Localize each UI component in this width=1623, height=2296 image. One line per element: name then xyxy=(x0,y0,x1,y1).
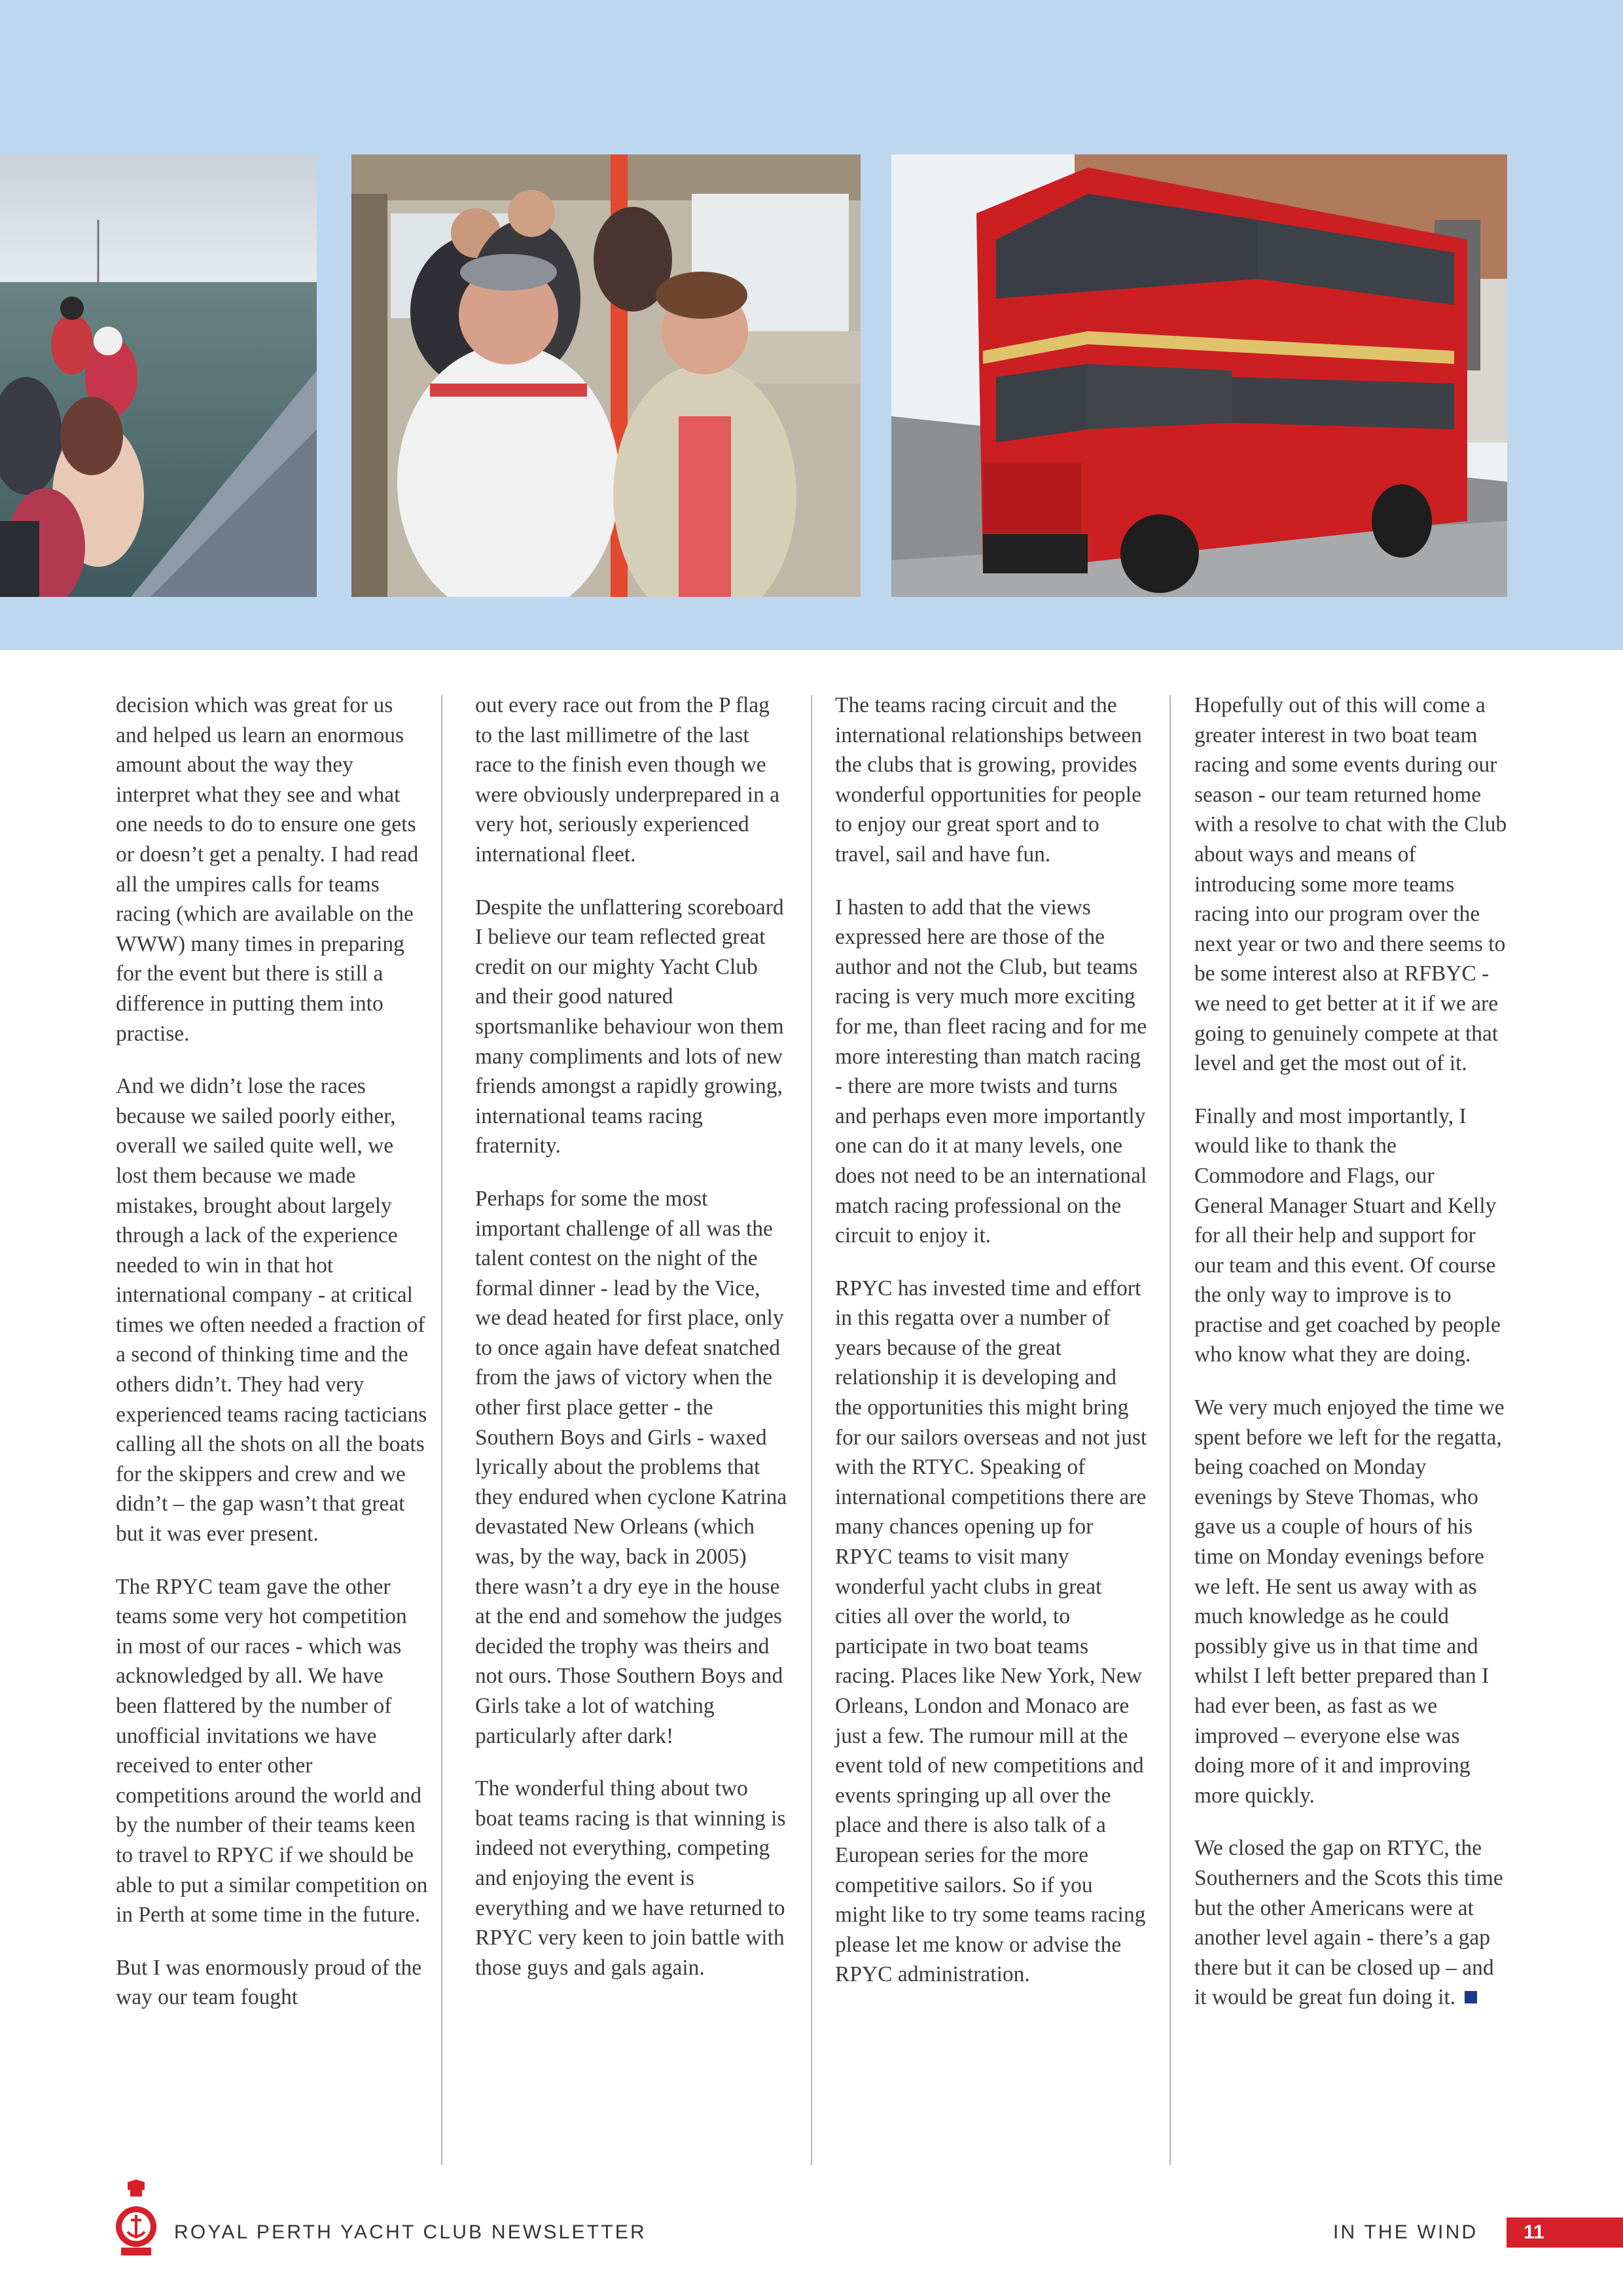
club-crest-logo xyxy=(115,2179,158,2262)
paragraph: decision which was great for us and helped us learn an enormous amount about the way they interpret what they see and what one needs to do to ensure one gets or doesn’t get a penalty. I had read all the umpires calls for teams racing (which are available on the WWW) many times in preparing for the event but there is still a difference in putting them into practise. xyxy=(116,693,419,1046)
paragraph: Perhaps for some the most important challenge of all was the talent contest on the night of the formal dinner - lead by the Vice, we dead heated for first place, only to once again have defeat snatched from the jaws of victory when the other first place getter - the Southern Boys and Girls - waxed lyrically about the problems that they endured when cyclone Katrina devastated New Orleans (which was, by the way, back in 2005) there wasn’t a dry eye in the house at the end and somehow the judges decided the trophy was theirs and not ours. Those Southern Boys and Girls take a lot of watching particularly after dark! xyxy=(475,1186,787,1748)
paragraph-text: We closed the gap on RTYC, the Southerners and the Scots this time but the other Americans were at another level again - there’s a gap there but it can be closed up – and it would be great fun doing it. xyxy=(1194,1836,1503,2010)
photo-sailors-on-boat xyxy=(0,154,317,597)
paragraph: Hopefully out of this will come a greater interest in two boat team racing and some events during our season - our team returned home with a resolve to chat with the Club about ways and means of introducing some more teams racing into our program over the next year or two and there seems to be some interest also at RFBYC - we need to get better at it if we are going to genuinely compete at that level and get the most out of it. xyxy=(1194,693,1507,1076)
text-column-4 xyxy=(1194,691,1507,2036)
paragraph: And we didn’t lose the races because we sailed poorly either, overall we sailed quite well, we lost them because we made mistakes, brought about largely through a lack of the experience needed to win in that hot international company - at critical times we often needed a fraction of a second of thinking time and the others didn’t. They had very experienced teams racing tacticians calling all the shots on all the boats for the skippers and crew and we didn’t – the gap wasn’t that great but it was ever present. xyxy=(116,1074,427,1547)
text-column-1 xyxy=(116,691,429,2036)
paragraph: The teams racing circuit and the international relationships between the clubs that is growing, provides wonderful opportunities for people to enjoy our great sport and to travel, sail and have fun. xyxy=(835,693,1142,867)
paragraph: The wonderful thing about two boat teams racing is that winning is indeed not everything, competing and enjoying the event is everything and we have returned to RPYC very keen to join battle with those guys and gals again. xyxy=(475,1776,786,1980)
page-number: 11 xyxy=(1507,2217,1623,2248)
column-divider xyxy=(1169,695,1171,2165)
paragraph: Despite the unflattering scoreboard I believe our team reflected great credit on our mighty Yacht Club and their good natured sportsmanlike behaviour won them many compliments and lots of new friends amongst a rapidly growing, international teams racing fraternity. xyxy=(475,895,784,1158)
text-column-2 xyxy=(475,691,788,2005)
paragraph: out every race out from the P flag to the last millimetre of the last race to the finish even though we were obviously underprepared in a very hot, seriously experienced international fleet. xyxy=(475,693,780,867)
column-divider xyxy=(811,695,812,2165)
photo-red-double-decker-bus xyxy=(891,154,1507,597)
paragraph: Finally and most importantly, I would like to thank the Commodore and Flags, our General Manager Stuart and Kelly for all their help and support for our team and this event. Of course the only way to improve is to practise and get coached by people who know what they are doing. xyxy=(1194,1103,1501,1367)
section-name: IN THE WIND xyxy=(1333,2221,1478,2243)
paragraph: The RPYC team gave the other teams some very hot competition in most of our races - which was acknowledged by all. We have been flattered by the number of unofficial invitations we have received to enter other competitions around the world and by the number of their teams keen to travel to RPYC if we should be able to put a similar competition on in Perth at some time in the future. xyxy=(116,1574,428,1928)
paragraph: But I was enormously proud of the way our team fought xyxy=(116,1955,422,2010)
newsletter-title: ROYAL PERTH YACHT CLUB NEWSLETTER xyxy=(174,2221,647,2243)
text-column-3 xyxy=(835,691,1148,2013)
paragraph: We very much enjoyed the time we spent before we left for the regatta, being coached on Monday evenings by Steve Thomas, who gave us a couple of hours of his time on Monday evenings before we left. He sent us away with as much knowledge as he could possibly give us in that time and whilst I left better prepared than I had ever been, as fast as we improved – everyone else was doing more of it and improving more quickly. xyxy=(1194,1395,1505,1808)
paragraph: I hasten to add that the views expressed here are those of the author and not the Club, but teams racing is very much more exciting for me, than fleet racing and for me more interesting than match racing - there are more twists and turns and perhaps even more importantly one can do it at many levels, one does not need to be an international match racing professional on the circuit to enjoy it. xyxy=(835,895,1147,1248)
paragraph: RPYC has invested time and effort in this regatta over a number of years because of the great relationship it is developing and the opportunities this might bring for our sailors overseas and not just with the RTYC. Speaking of international competitions there are many chances opening up for RPYC teams to visit many wonderful yacht clubs in great cities all over the world, to participate in two boat teams racing. Places like New York, New Orleans, London and Monaco are just a few. The rumour mill at the event told of new competitions and events springing up all over the place and there is also talk of a European series for the more competitive sailors. So if you might like to try some teams racing please let me know or advise the RPYC administration. xyxy=(835,1276,1147,1987)
photo-passengers-on-bus xyxy=(351,154,861,597)
end-of-article-mark xyxy=(1465,1991,1477,2003)
column-divider xyxy=(441,695,442,2165)
paragraph-final xyxy=(1194,1833,1507,2013)
